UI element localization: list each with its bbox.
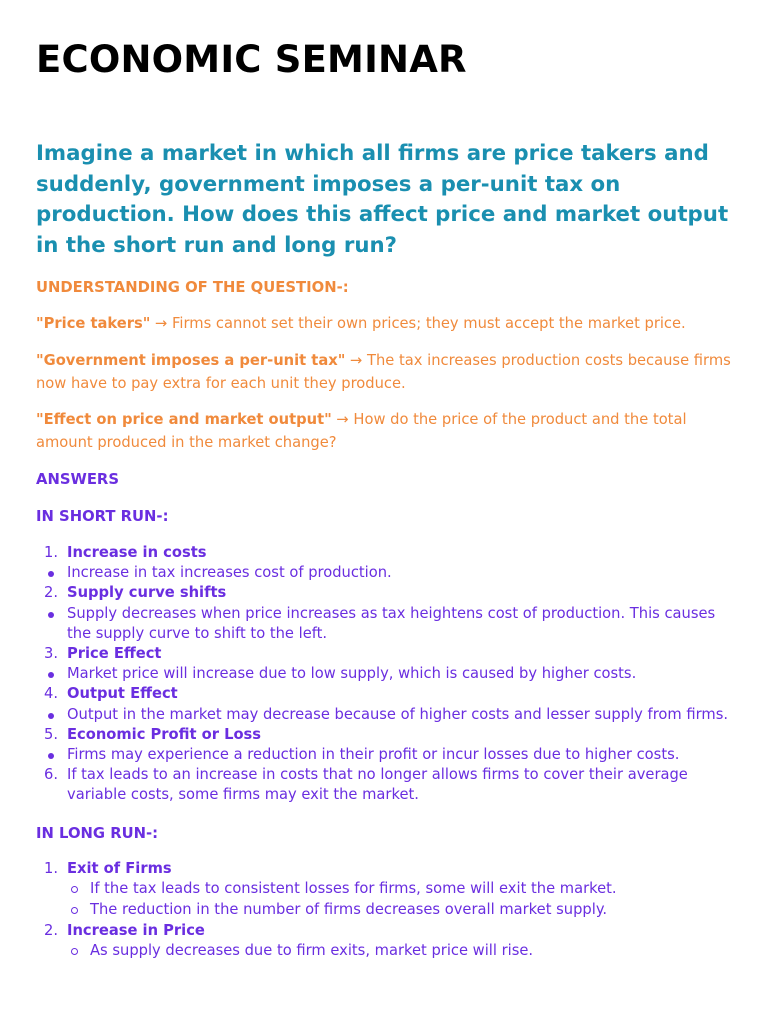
bullet-icon: [48, 713, 54, 719]
list-item: [36, 604, 736, 644]
list-item-text: Firms may experience a reduction in their profit or incur losses due to higher costs.: [67, 746, 680, 764]
understanding-term: "Price takers": [36, 315, 151, 332]
list-item: [36, 765, 736, 805]
list-item: [36, 745, 736, 765]
bullet-icon: [48, 672, 54, 678]
list-number: 5.: [43, 725, 58, 743]
list-subitem: [36, 941, 736, 962]
list-subitem-text: The reduction in the number of firms decreases overall market supply.: [90, 901, 608, 918]
list-number: 2.: [43, 921, 58, 939]
list-number: 3.: [43, 645, 58, 663]
arrow-icon: →: [150, 315, 173, 332]
list-subitem: [36, 879, 736, 900]
list-item-title: Output Effect: [67, 685, 178, 703]
circle-bullet-icon: [71, 948, 78, 955]
answers-heading: ANSWERS: [36, 471, 119, 488]
long-run-heading: IN LONG RUN-:: [36, 825, 159, 842]
understanding-heading: UNDERSTANDING OF THE QUESTION-:: [36, 279, 349, 296]
list-item-text: Output in the market may decrease because of higher costs and lesser supply from firms.: [67, 705, 729, 723]
list-item: [36, 725, 736, 745]
list-item: [36, 644, 736, 664]
list-item-text: Increase in tax increases cost of production.: [67, 564, 392, 582]
list-number: 6.: [43, 766, 58, 784]
bullet-icon: [48, 571, 54, 577]
bullet-icon: [48, 612, 54, 618]
circle-bullet-icon: [71, 886, 78, 893]
list-item: [36, 684, 736, 704]
short-run-list: [36, 543, 736, 806]
list-item-title: Price Effect: [67, 645, 162, 663]
list-subitem-text: As supply decreases due to firm exits, market price will rise.: [90, 942, 534, 959]
understanding-desc: How do the price of the product and the total amount produced in the market change?: [36, 411, 687, 451]
list-item-text: If tax leads to an increase in costs that no longer allows firms to cover their average variable costs, some firms may exit the market.: [67, 766, 688, 804]
understanding-item: [36, 313, 736, 336]
list-item: [36, 583, 736, 603]
understanding-term: "Government imposes a per-unit tax": [36, 352, 346, 369]
question-text: Imagine a market in which all firms are price takers and suddenly, government imposes a per-unit tax on production. How does this affect price and market output in the short run and long run?: [36, 141, 729, 258]
list-item-title: Exit of Firms: [67, 860, 172, 877]
list-item-title: Increase in costs: [67, 544, 207, 561]
arrow-icon: →: [331, 411, 354, 428]
list-item-text: Market price will increase due to low supply, which is caused by higher costs.: [67, 665, 637, 683]
list-item: [36, 921, 736, 941]
list-item-title: Supply curve shifts: [67, 584, 227, 602]
list-item: [36, 859, 736, 879]
list-item: [36, 543, 736, 563]
page-title: ECONOMIC SEMINAR: [36, 38, 467, 81]
list-subitem: [36, 900, 736, 921]
list-item-text: Supply decreases when price increases as tax heightens cost of production. This causes the supply curve to shift to the left.: [67, 604, 716, 642]
list-item: [36, 563, 736, 583]
list-subitem-text: If the tax leads to consistent losses for firms, some will exit the market.: [90, 880, 617, 898]
bullet-icon: [48, 753, 54, 759]
list-item: [36, 705, 736, 725]
list-item-title: Economic Profit or Loss: [67, 725, 262, 743]
list-number: 2.: [43, 584, 58, 602]
understanding-term: "Effect on price and market output": [36, 411, 332, 428]
long-run-list: [36, 859, 736, 962]
circle-bullet-icon: [71, 907, 78, 914]
list-item-title: Increase in Price: [67, 921, 205, 939]
understanding-desc: The tax increases production costs because firms now have to pay extra for each unit they produce.: [36, 352, 731, 392]
list-number: 1.: [43, 860, 58, 877]
list-number: 1.: [43, 544, 58, 561]
short-run-heading: IN SHORT RUN-:: [36, 508, 169, 525]
understanding-item: [36, 350, 736, 395]
understanding-item: [36, 409, 736, 454]
list-item: [36, 664, 736, 684]
list-number: 4.: [43, 685, 58, 703]
arrow-icon: →: [345, 352, 368, 369]
understanding-desc: Firms cannot set their own prices; they must accept the market price.: [172, 315, 686, 332]
